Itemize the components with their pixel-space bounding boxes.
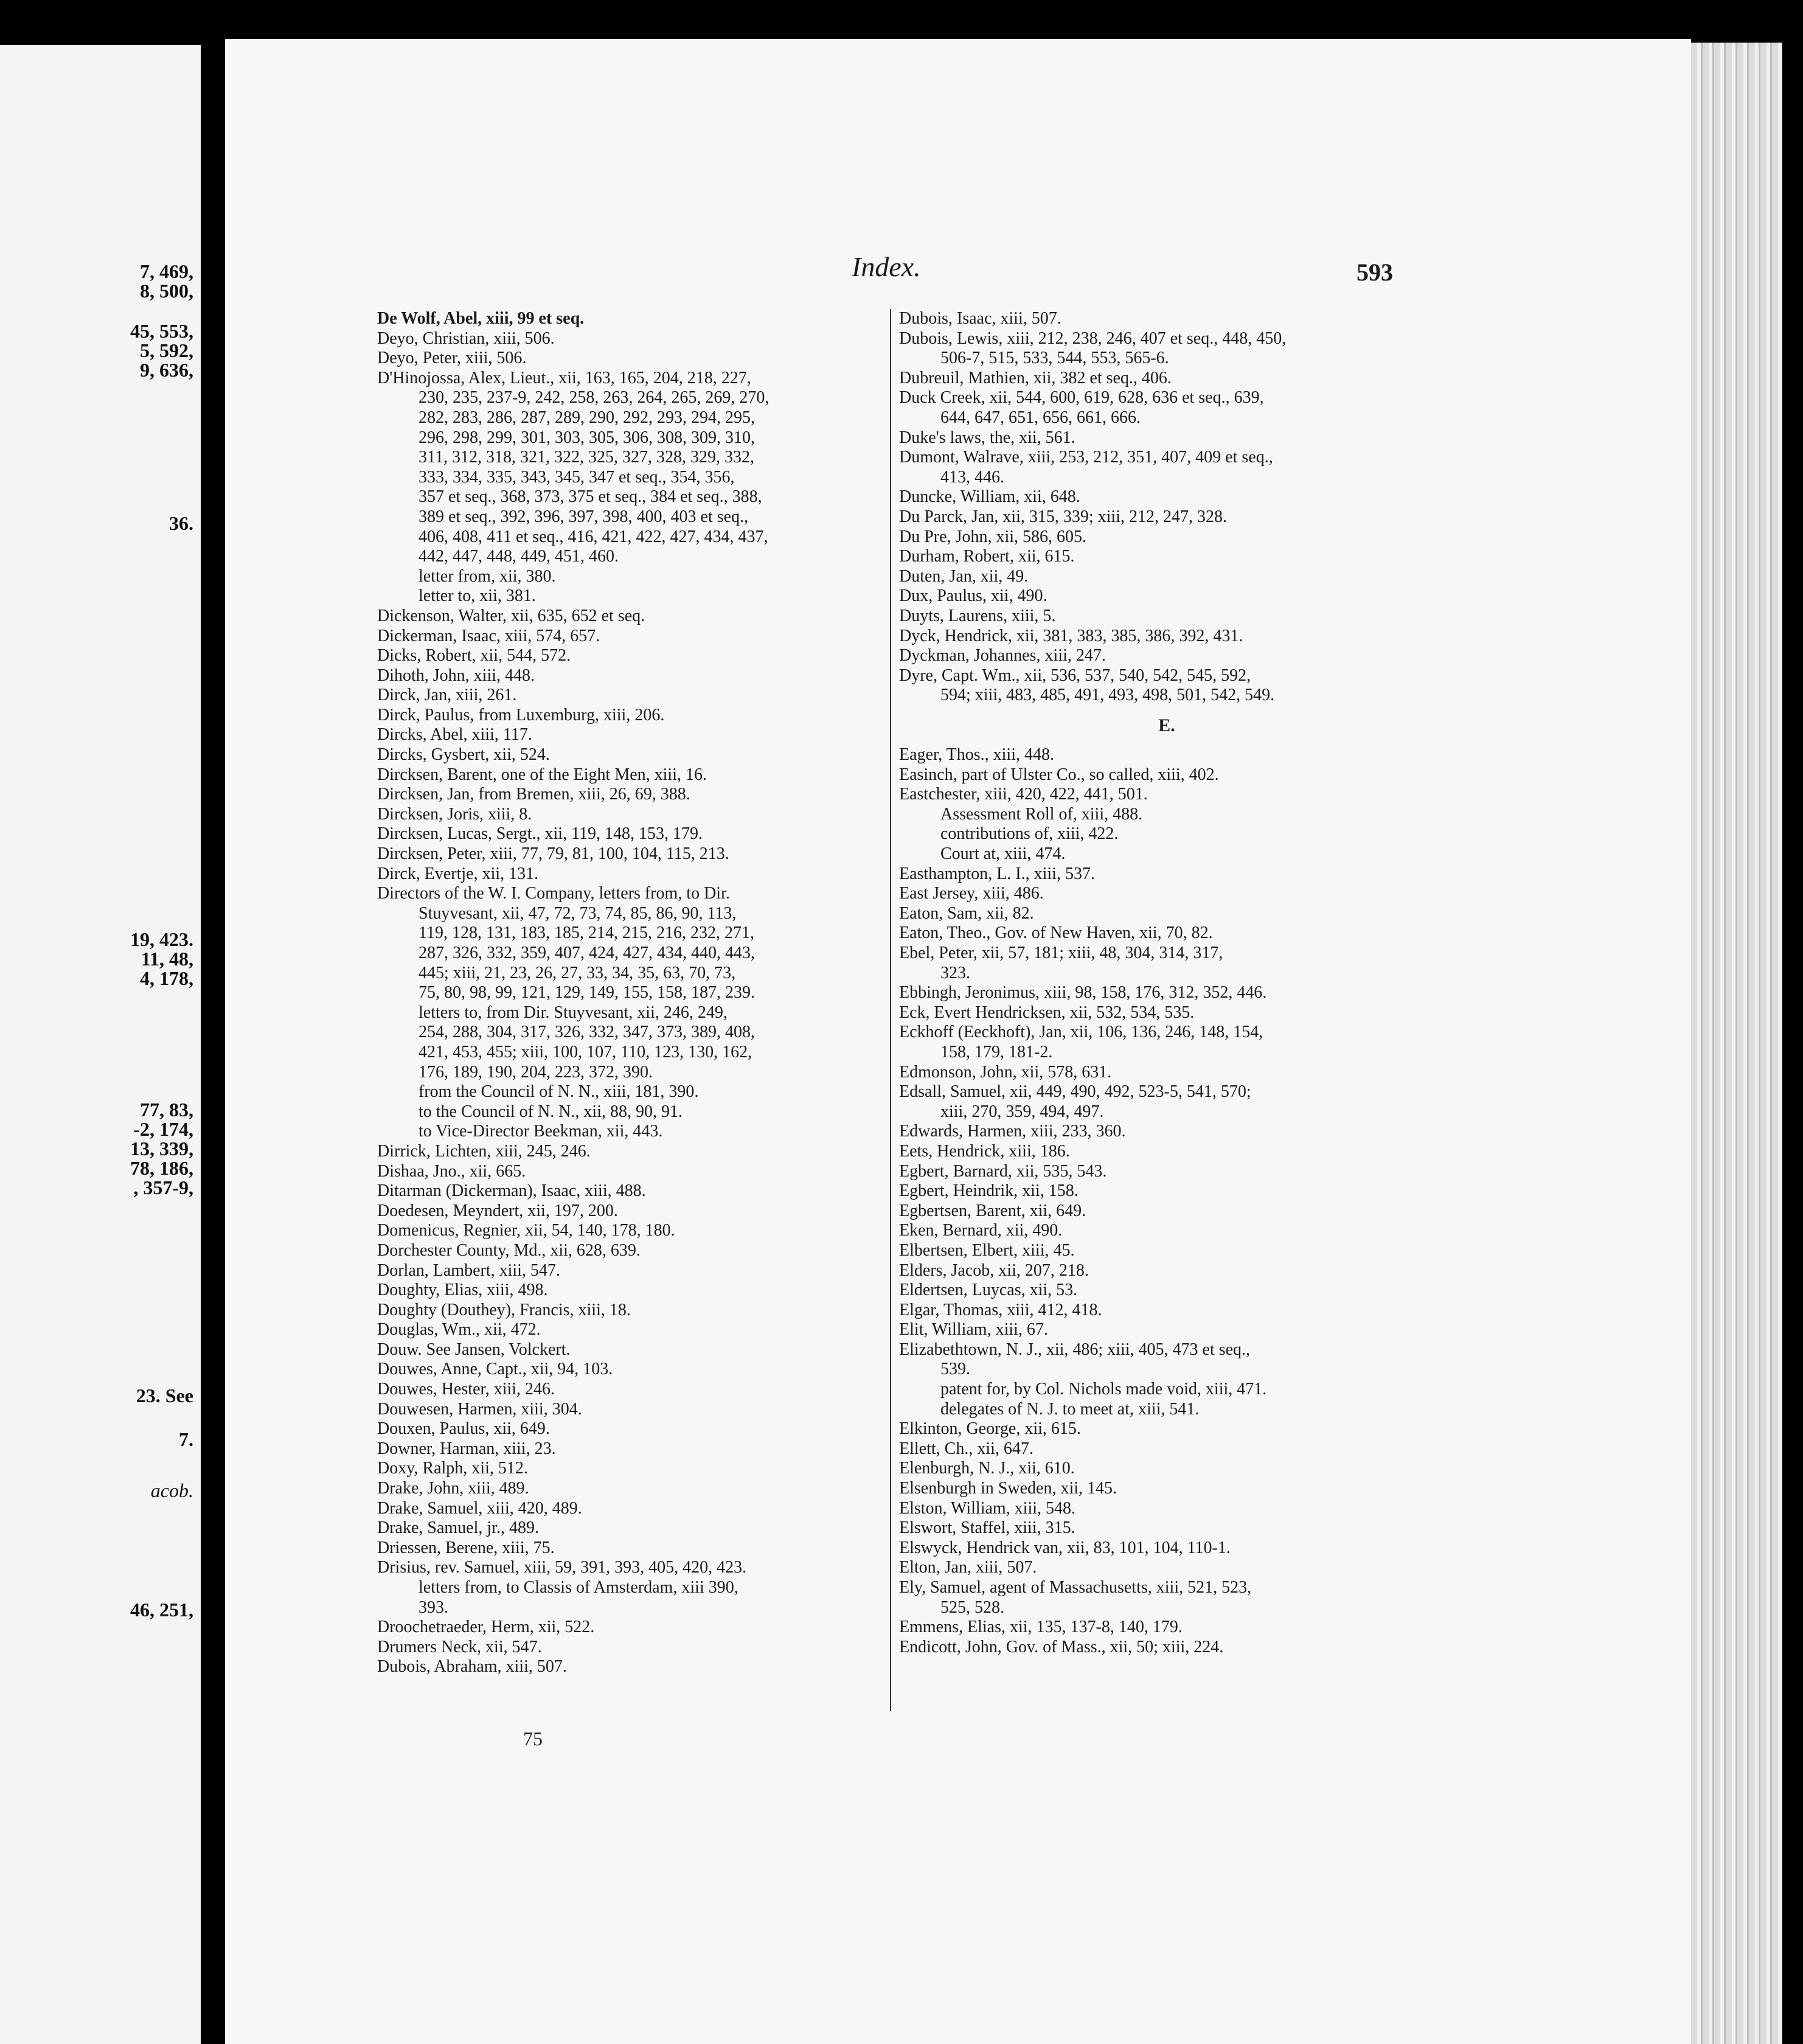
index-subentry: 539.	[940, 1360, 970, 1379]
left-page-text-fragment: 5, 592,	[140, 339, 193, 361]
index-entry: Dirck, Jan, xiii, 261.	[377, 686, 517, 705]
index-entry: Dircksen, Lucas, Sergt., xii, 119, 148, 153, 179.	[377, 824, 703, 844]
index-entry: Douglas, Wm., xii, 472.	[377, 1320, 541, 1340]
index-subentry: 506-7, 515, 533, 544, 553, 565-6.	[940, 349, 1169, 368]
index-subentry: Stuyvesant, xii, 47, 72, 73, 74, 85, 86, 90, 113,	[419, 903, 737, 923]
index-subentry: 311, 312, 318, 321, 322, 325, 327, 328, 329, 332,	[419, 448, 754, 467]
index-entry: Eager, Thos., xiii, 448.	[899, 745, 1054, 765]
index-subentry: 119, 128, 131, 183, 185, 214, 215, 216, 232, 271,	[419, 923, 754, 943]
index-entry: Easthampton, L. I., xiii, 537.	[899, 864, 1095, 883]
left-page-text-fragment: 7, 469,	[140, 260, 193, 282]
index-subentry: 296, 298, 299, 301, 303, 305, 306, 308, 309, 310,	[419, 428, 755, 447]
index-entry: Driessen, Berene, xiii, 75.	[377, 1538, 555, 1557]
index-subentry: patent for, by Col. Nichols made void, xiii, 471.	[940, 1380, 1267, 1399]
index-subentry: letters from, to Classis of Amsterdam, xiii 390,	[419, 1578, 738, 1597]
index-entry: Dircks, Abel, xiii, 117.	[377, 725, 532, 745]
index-entry: Eaton, Sam, xii, 82.	[899, 903, 1034, 923]
index-entry: Eaton, Theo., Gov. of New Haven, xii, 70, 82.	[899, 923, 1213, 943]
index-entry: Douxen, Paulus, xii, 649.	[377, 1419, 550, 1439]
index-entry: Durham, Robert, xii, 615.	[899, 547, 1075, 566]
section-letter-heading: E.	[1158, 715, 1175, 735]
index-entry: Dyck, Hendrick, xii, 381, 383, 385, 386, 392, 431.	[899, 626, 1243, 645]
index-entry: Dirck, Evertje, xii, 131.	[377, 864, 539, 883]
index-entry: Dircksen, Barent, one of the Eight Men, xiii, 16.	[377, 765, 707, 784]
index-entry: Drumers Neck, xii, 547.	[377, 1637, 542, 1656]
index-subentry: 389 et seq., 392, 396, 397, 398, 400, 403 et seq.,	[419, 507, 749, 526]
index-entry: Drake, John, xiii, 489.	[377, 1479, 529, 1498]
index-entry: Dyre, Capt. Wm., xii, 536, 537, 540, 542, 545, 592,	[899, 666, 1251, 685]
index-entry: Dirck, Paulus, from Luxemburg, xiii, 206.	[377, 705, 665, 725]
index-entry: Domenicus, Regnier, xii, 54, 140, 178, 180.	[377, 1221, 675, 1240]
index-subentry: 413, 446.	[940, 467, 1004, 487]
index-entry: Doughty (Douthey), Francis, xiii, 18.	[377, 1300, 631, 1319]
index-entry: East Jersey, xiii, 486.	[899, 884, 1044, 903]
index-entry: Dircksen, Jan, from Bremen, xiii, 26, 69, 388.	[377, 785, 690, 804]
signature-mark: 75	[523, 1728, 543, 1750]
index-entry: Elswyck, Hendrick van, xii, 83, 101, 104, 110-1.	[899, 1538, 1231, 1557]
index-entry: Douw. See Jansen, Volckert.	[377, 1340, 571, 1359]
index-entry: Ely, Samuel, agent of Massachusetts, xiii, 521, 523,	[899, 1578, 1252, 1597]
index-entry: Downer, Harman, xiii, 23.	[377, 1439, 556, 1458]
index-entry: Doedesen, Meyndert, xii, 197, 200.	[377, 1201, 618, 1220]
index-subentry: 333, 334, 335, 343, 345, 347 et seq., 354, 356,	[419, 467, 735, 487]
index-entry: Elton, Jan, xiii, 507.	[899, 1558, 1037, 1577]
index-entry: Douwes, Hester, xiii, 246.	[377, 1380, 555, 1399]
index-entry: Dickenson, Walter, xii, 635, 652 et seq.	[377, 606, 645, 625]
index-entry: Dorchester County, Md., xii, 628, 639.	[377, 1240, 641, 1260]
left-page-text-fragment: 13, 339,	[130, 1138, 193, 1159]
index-subentry: 287, 326, 332, 359, 407, 424, 427, 434, 440, 443,	[419, 944, 755, 962]
running-title: Index.	[852, 251, 921, 282]
index-entry: Duck Creek, xii, 544, 600, 619, 628, 636 et seq., 639,	[899, 388, 1264, 408]
index-subentry: from the Council of N. N., xiii, 181, 390.	[419, 1082, 699, 1102]
index-entry: Dirrick, Lichten, xiii, 245, 246.	[377, 1141, 591, 1161]
index-entry: Dorlan, Lambert, xiii, 547.	[377, 1260, 560, 1280]
index-entry: Directors of the W. I. Company, letters from, to Dir.	[377, 884, 730, 903]
index-entry: Easinch, part of Ulster Co., so called, xiii, 402.	[899, 765, 1219, 784]
index-entry: Egbert, Barnard, xii, 535, 543.	[899, 1161, 1107, 1181]
index-entry: Eck, Evert Hendricksen, xii, 532, 534, 535.	[899, 1003, 1195, 1022]
left-page-text-fragment: 45, 553,	[130, 320, 193, 342]
index-entry: Dubois, Isaac, xiii, 507.	[899, 309, 1061, 328]
index-subentry: 357 et seq., 368, 373, 375 et seq., 384 et seq., 388,	[419, 487, 762, 507]
index-subentry: 421, 453, 455; xiii, 100, 107, 110, 123, 130, 162,	[419, 1042, 752, 1062]
index-entry: Eckhoff (Eeckhoft), Jan, xii, 106, 136, 246, 148, 154,	[899, 1023, 1263, 1042]
left-page-text-fragment: -2, 174,	[133, 1118, 193, 1140]
left-page-text-fragment: 77, 83,	[140, 1099, 193, 1121]
index-entry: Dux, Paulus, xii, 490.	[899, 586, 1047, 606]
index-subentry: to Vice-Director Beekman, xii, 443.	[419, 1122, 663, 1141]
index-entry: Dishaa, Jno., xii, 665.	[377, 1161, 526, 1181]
left-page-text-fragment: 46, 251,	[130, 1599, 193, 1621]
index-subentry: 282, 283, 286, 287, 289, 290, 292, 293, 294, 295,	[419, 408, 755, 427]
index-entry: Egbert, Heindrik, xii, 158.	[899, 1181, 1079, 1201]
left-page-text-fragment: 8, 500,	[140, 280, 193, 302]
index-entry: Dyckman, Johannes, xiii, 247.	[899, 646, 1106, 666]
index-entry: Doughty, Elias, xiii, 498.	[377, 1281, 548, 1300]
index-subentry: letter from, xii, 380.	[419, 566, 556, 586]
index-entry: Drisius, rev. Samuel, xiii, 59, 391, 393, 405, 420, 423.	[377, 1558, 747, 1577]
index-entry: Droochetraeder, Herm, xii, 522.	[377, 1618, 595, 1637]
index-entry: D'Hinojossa, Alex, Lieut., xii, 163, 165, 204, 218, 227,	[377, 368, 751, 388]
column-divider	[890, 309, 891, 1711]
index-subentry: 393.	[419, 1597, 448, 1617]
index-entry: Eastchester, xiii, 420, 422, 441, 501.	[899, 785, 1148, 804]
index-entry: Ellett, Ch., xii, 647.	[899, 1439, 1034, 1458]
page-edges	[1691, 43, 1782, 2044]
left-page-text-fragment: 23. See	[136, 1385, 193, 1406]
left-page-text-fragment: 19, 423.	[130, 928, 193, 950]
index-entry: Dickerman, Isaac, xiii, 574, 657.	[377, 626, 600, 645]
index-entry: Dircksen, Peter, xiii, 77, 79, 81, 100, 104, 115, 213.	[377, 844, 729, 864]
index-entry: Elenburgh, N. J., xii, 610.	[899, 1459, 1075, 1478]
index-entry: Elsenburgh in Sweden, xii, 145.	[899, 1479, 1117, 1498]
left-page-text-fragment: 78, 186,	[130, 1157, 193, 1179]
index-entry: Edwards, Harmen, xiii, 233, 360.	[899, 1122, 1126, 1141]
index-entry: Elkinton, George, xii, 615.	[899, 1419, 1081, 1439]
index-subentry: letters to, from Dir. Stuyvesant, xii, 246, 249,	[419, 1003, 728, 1022]
index-entry: Emmens, Elias, xii, 135, 137-8, 140, 179.	[899, 1618, 1183, 1637]
index-entry: Elders, Jacob, xii, 207, 218.	[899, 1260, 1089, 1280]
book-spine	[201, 0, 225, 2044]
left-page-text-fragment: 7.	[179, 1428, 193, 1450]
index-subentry: 176, 189, 190, 204, 223, 372, 390.	[419, 1062, 653, 1082]
index-entry: Du Parck, Jan, xii, 315, 339; xiii, 212, 247, 328.	[899, 507, 1227, 526]
left-page-text-fragment: acob.	[150, 1479, 193, 1501]
index-entry: Dihoth, John, xiii, 448.	[377, 666, 535, 685]
background-edge	[1782, 0, 1803, 2044]
index-subentry: 525, 528.	[940, 1597, 1004, 1617]
index-entry: Drake, Samuel, xiii, 420, 489.	[377, 1498, 582, 1518]
index-entry: Dircksen, Joris, xiii, 8.	[377, 804, 532, 824]
index-subentry: 254, 288, 304, 317, 326, 332, 347, 373, 389, 408,	[419, 1023, 755, 1042]
index-subentry: 594; xiii, 483, 485, 491, 493, 498, 501, 542, 549.	[940, 686, 1275, 705]
left-page-text-fragment: 9, 636,	[140, 359, 193, 381]
index-subentry: Assessment Roll of, xiii, 488.	[940, 804, 1143, 824]
index-entry: Dubois, Lewis, xiii, 212, 238, 246, 407 et seq., 448, 450,	[899, 328, 1287, 348]
index-entry: Eets, Hendrick, xiii, 186.	[899, 1141, 1070, 1161]
index-entry: Eldertsen, Luycas, xii, 53.	[899, 1281, 1078, 1300]
index-subentry: Court at, xiii, 474.	[940, 844, 1066, 864]
index-entry: Egbertsen, Barent, xii, 649.	[899, 1201, 1086, 1220]
index-subentry: 442, 447, 448, 449, 451, 460.	[419, 547, 619, 566]
index-entry: Duyts, Laurens, xiii, 5.	[899, 606, 1056, 625]
index-entry: Ebbingh, Jeronimus, xiii, 98, 158, 176, 312, 352, 446.	[899, 983, 1267, 1003]
index-subentry: 158, 179, 181-2.	[940, 1042, 1053, 1062]
index-subentry: to the Council of N. N., xii, 88, 90, 91.	[419, 1102, 683, 1121]
index-subentry: letter to, xii, 381.	[419, 586, 536, 606]
left-page-text-fragment: 4, 178,	[140, 967, 193, 989]
index-entry: Dircks, Gysbert, xii, 524.	[377, 745, 550, 765]
index-entry: Douwesen, Harmen, xiii, 304.	[377, 1399, 582, 1419]
page-number: 593	[1357, 259, 1393, 286]
index-entry: De Wolf, Abel, xiii, 99 et seq.	[377, 309, 585, 328]
index-subentry: 75, 80, 98, 99, 121, 129, 149, 155, 158, 187, 239.	[419, 983, 755, 1003]
left-page-text-fragment: , 357-9,	[133, 1177, 193, 1198]
index-entry: Edsall, Samuel, xii, 449, 490, 492, 523-5, 541, 570;	[899, 1082, 1251, 1102]
index-entry: Duncke, William, xii, 648.	[899, 487, 1080, 507]
index-entry: Duten, Jan, xii, 49.	[899, 566, 1029, 586]
left-page-text-fragment: 36.	[169, 512, 193, 534]
index-entry: Elizabethtown, N. J., xii, 486; xiii, 405, 473 et seq.,	[899, 1340, 1251, 1359]
index-subentry: xiii, 270, 359, 494, 497.	[940, 1102, 1104, 1121]
index-entry: Dicks, Robert, xii, 544, 572.	[377, 646, 571, 666]
index-subentry: 230, 235, 237-9, 242, 258, 263, 264, 265, 269, 270,	[419, 388, 769, 408]
index-entry: Elston, William, xiii, 548.	[899, 1498, 1076, 1518]
index-entry: Elswort, Staffel, xiii, 315.	[899, 1518, 1075, 1538]
index-subentry: 644, 647, 651, 656, 661, 666.	[940, 408, 1141, 427]
index-subentry: 445; xiii, 21, 23, 26, 27, 33, 34, 35, 63, 70, 73,	[419, 963, 736, 982]
left-page-text-fragment: 11, 48,	[141, 948, 193, 970]
index-column-right	[899, 309, 1434, 1657]
index-entry: Dumont, Walrave, xiii, 253, 212, 351, 407, 409 et seq.,	[899, 448, 1273, 467]
index-entry: Drake, Samuel, jr., 489.	[377, 1518, 539, 1538]
index-subentry: delegates of N. J. to meet at, xiii, 541.	[940, 1399, 1200, 1419]
index-entry: Eken, Bernard, xii, 490.	[899, 1221, 1063, 1240]
index-entry: Edmonson, John, xii, 578, 631.	[899, 1062, 1112, 1082]
index-entry: Deyo, Peter, xiii, 506.	[377, 349, 527, 368]
index-entry: Du Pre, John, xii, 586, 605.	[899, 527, 1086, 546]
index-entry: Dubreuil, Mathien, xii, 382 et seq., 406.	[899, 368, 1172, 388]
index-entry: Elbertsen, Elbert, xiii, 45.	[899, 1240, 1075, 1260]
index-entry: Ebel, Peter, xii, 57, 181; xiii, 48, 304, 314, 317,	[899, 944, 1223, 962]
index-entry: Ditarman (Dickerman), Isaac, xiii, 488.	[377, 1181, 646, 1201]
index-entry: Deyo, Christian, xiii, 506.	[377, 328, 555, 348]
index-entry: Dubois, Abraham, xiii, 507.	[377, 1657, 567, 1677]
left-page-fragment	[0, 45, 201, 2044]
index-entry: Douwes, Anne, Capt., xii, 94, 103.	[377, 1360, 613, 1379]
index-entry: Elit, William, xiii, 67.	[899, 1320, 1048, 1340]
index-entry: Elgar, Thomas, xiii, 412, 418.	[899, 1300, 1102, 1319]
index-subentry: 406, 408, 411 et seq., 416, 421, 422, 427, 434, 437,	[419, 527, 768, 546]
index-entry: Doxy, Ralph, xii, 512.	[377, 1459, 528, 1478]
index-entry: Duke's laws, the, xii, 561.	[899, 428, 1075, 447]
index-subentry: 323.	[940, 963, 970, 982]
index-entry: Endicott, John, Gov. of Mass., xii, 50; xiii, 224.	[899, 1637, 1224, 1656]
index-column-left	[377, 309, 912, 1677]
index-subentry: contributions of, xiii, 422.	[940, 824, 1119, 844]
